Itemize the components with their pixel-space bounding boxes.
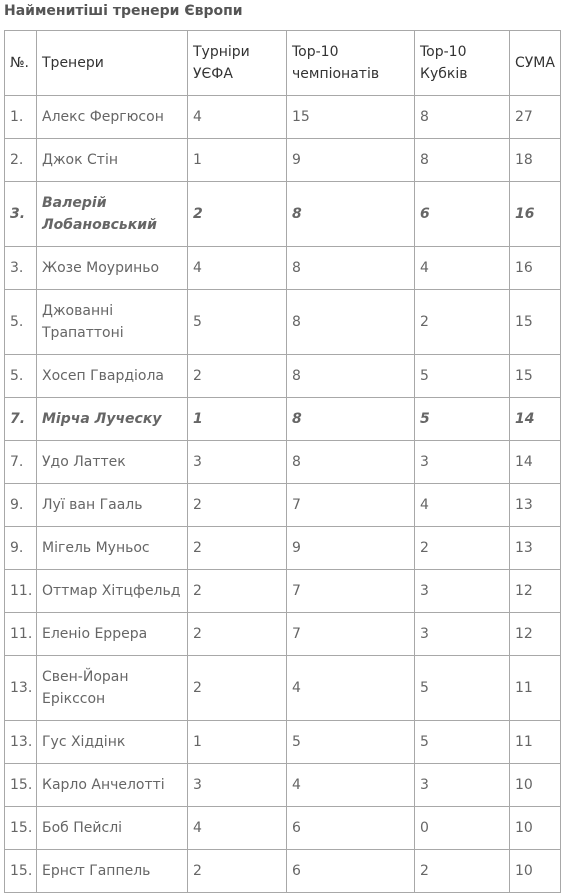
cell-total: 27: [510, 96, 561, 139]
cell-name: Свен-Йоран Ерікссон: [37, 656, 188, 721]
cell-uefa: 2: [188, 484, 287, 527]
table-row: [5, 613, 561, 656]
cell-leagues: 4: [287, 764, 415, 807]
cell-name: Джованні Трапаттоні: [37, 290, 188, 355]
table-row: [5, 290, 561, 355]
cell-uefa: 2: [188, 850, 287, 893]
cell-rank: 15.: [5, 764, 37, 807]
cell-uefa: 2: [188, 527, 287, 570]
cell-total: 13: [510, 484, 561, 527]
cell-name: Луї ван Гааль: [37, 484, 188, 527]
cell-cups: 4: [415, 484, 510, 527]
cell-leagues: 8: [287, 441, 415, 484]
cell-uefa: 4: [188, 247, 287, 290]
cell-leagues: 7: [287, 570, 415, 613]
cell-rank: 13.: [5, 656, 37, 721]
cell-total: 18: [510, 139, 561, 182]
cell-name: Валерій Лобановський: [37, 182, 188, 247]
cell-total: 11: [510, 721, 561, 764]
cell-leagues: 6: [287, 850, 415, 893]
cell-total: 10: [510, 764, 561, 807]
cell-cups: 3: [415, 764, 510, 807]
cell-total: 15: [510, 355, 561, 398]
cell-name: Боб Пейслі: [37, 807, 188, 850]
cell-name: Ернст Гаппель: [37, 850, 188, 893]
table-row: [5, 96, 561, 139]
cell-total: 14: [510, 441, 561, 484]
cell-name: Хосеп Гвардіола: [37, 355, 188, 398]
cell-leagues: 8: [287, 182, 415, 247]
cell-leagues: 4: [287, 656, 415, 721]
cell-name: Удо Латтек: [37, 441, 188, 484]
cell-leagues: 8: [287, 290, 415, 355]
cell-rank: 11.: [5, 613, 37, 656]
table-row: [5, 850, 561, 893]
cell-total: 12: [510, 613, 561, 656]
cell-uefa: 2: [188, 182, 287, 247]
cell-uefa: 1: [188, 398, 287, 441]
cell-cups: 2: [415, 527, 510, 570]
cell-leagues: 5: [287, 721, 415, 764]
cell-total: 16: [510, 182, 561, 247]
cell-cups: 0: [415, 807, 510, 850]
cell-rank: 15.: [5, 850, 37, 893]
cell-rank: 9.: [5, 484, 37, 527]
cell-total: 13: [510, 527, 561, 570]
header-coaches: Тренери: [37, 31, 188, 96]
table-row: [5, 527, 561, 570]
cell-rank: 5.: [5, 290, 37, 355]
table-row: [5, 807, 561, 850]
cell-leagues: 8: [287, 355, 415, 398]
cell-name: Оттмар Хітцфельд: [37, 570, 188, 613]
cell-cups: 5: [415, 398, 510, 441]
cell-cups: 5: [415, 656, 510, 721]
cell-total: 16: [510, 247, 561, 290]
cell-rank: 1.: [5, 96, 37, 139]
cell-cups: 3: [415, 613, 510, 656]
page-title: Найменитіші тренери Європи: [4, 3, 243, 19]
cell-cups: 2: [415, 290, 510, 355]
table-row: [5, 398, 561, 441]
cell-rank: 5.: [5, 355, 37, 398]
cell-leagues: 7: [287, 484, 415, 527]
table-row: [5, 721, 561, 764]
cell-leagues: 8: [287, 398, 415, 441]
cell-name: Алекс Фергюсон: [37, 96, 188, 139]
cell-uefa: 1: [188, 139, 287, 182]
table-row: [5, 441, 561, 484]
cell-rank: 9.: [5, 527, 37, 570]
cell-name: Мірча Луческу: [37, 398, 188, 441]
cell-leagues: 7: [287, 613, 415, 656]
cell-uefa: 4: [188, 807, 287, 850]
header-uefa: Турніри УЄФА: [188, 31, 287, 96]
cell-cups: 3: [415, 441, 510, 484]
cell-cups: 5: [415, 355, 510, 398]
cell-rank: 2.: [5, 139, 37, 182]
cell-rank: 13.: [5, 721, 37, 764]
cell-uefa: 3: [188, 441, 287, 484]
header-row: [5, 31, 561, 96]
cell-uefa: 2: [188, 613, 287, 656]
cell-cups: 6: [415, 182, 510, 247]
cell-cups: 3: [415, 570, 510, 613]
cell-cups: 4: [415, 247, 510, 290]
cell-total: 14: [510, 398, 561, 441]
cell-uefa: 5: [188, 290, 287, 355]
header-leagues: Top-10 чемпіонатів: [287, 31, 415, 96]
cell-rank: 11.: [5, 570, 37, 613]
cell-rank: 7.: [5, 441, 37, 484]
cell-leagues: 9: [287, 139, 415, 182]
table-row: [5, 182, 561, 247]
table-header: [5, 31, 561, 96]
cell-name: Еленіо Еррера: [37, 613, 188, 656]
cell-total: 15: [510, 290, 561, 355]
cell-total: 12: [510, 570, 561, 613]
cell-leagues: 6: [287, 807, 415, 850]
cell-total: 11: [510, 656, 561, 721]
cell-cups: 8: [415, 96, 510, 139]
cell-total: 10: [510, 807, 561, 850]
cell-uefa: 3: [188, 764, 287, 807]
header-cups: Top-10 Кубків: [415, 31, 510, 96]
cell-uefa: 1: [188, 721, 287, 764]
cell-name: Жозе Моуриньо: [37, 247, 188, 290]
cell-leagues: 9: [287, 527, 415, 570]
table-row: [5, 764, 561, 807]
cell-uefa: 2: [188, 355, 287, 398]
cell-total: 10: [510, 850, 561, 893]
cell-name: Карло Анчелотті: [37, 764, 188, 807]
header-rank: №.: [5, 31, 37, 96]
coaches-table: [4, 30, 561, 893]
cell-name: Мігель Муньос: [37, 527, 188, 570]
header-total: СУМА: [510, 31, 561, 96]
cell-uefa: 4: [188, 96, 287, 139]
cell-rank: 3.: [5, 247, 37, 290]
cell-uefa: 2: [188, 570, 287, 613]
cell-cups: 2: [415, 850, 510, 893]
cell-cups: 5: [415, 721, 510, 764]
cell-name: Гус Хіддінк: [37, 721, 188, 764]
cell-name: Джок Стін: [37, 139, 188, 182]
cell-rank: 7.: [5, 398, 37, 441]
table-body: [5, 96, 561, 893]
cell-uefa: 2: [188, 656, 287, 721]
cell-leagues: 15: [287, 96, 415, 139]
table-row: [5, 355, 561, 398]
cell-leagues: 8: [287, 247, 415, 290]
cell-rank: 3.: [5, 182, 37, 247]
cell-cups: 8: [415, 139, 510, 182]
table-row: [5, 247, 561, 290]
table-row: [5, 484, 561, 527]
cell-rank: 15.: [5, 807, 37, 850]
table-row: [5, 139, 561, 182]
table-row: [5, 570, 561, 613]
table-row: [5, 656, 561, 721]
